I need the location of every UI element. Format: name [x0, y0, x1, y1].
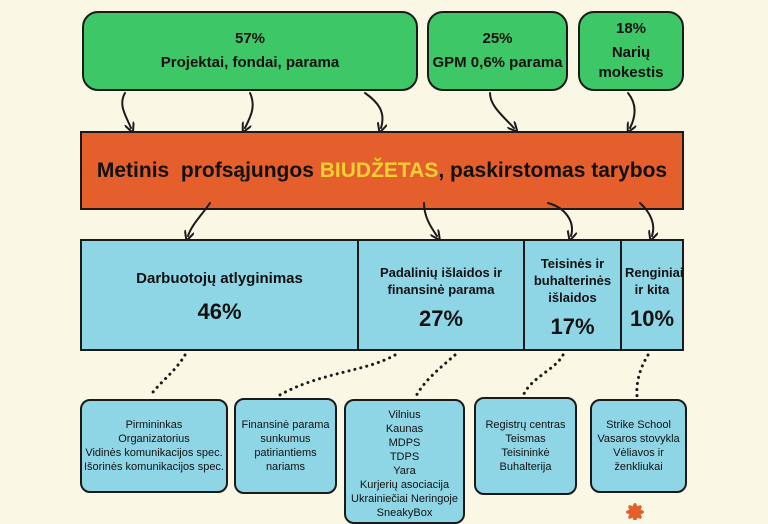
arrow-projects-3 — [365, 93, 383, 128]
allocation-label: Renginiai ir kita — [625, 264, 684, 297]
allocation-percent: 46% — [197, 299, 242, 324]
detail-line: ženkliukai — [614, 461, 663, 473]
detail-line: Vasaros stovykla — [597, 433, 680, 445]
budget-highlight: BIUDŽETAS — [319, 158, 439, 182]
dotted-connector-salaries — [150, 355, 185, 396]
arrow-to-legal — [548, 203, 572, 236]
source-percent: 18% — [615, 20, 647, 37]
detail-line: SneakyBox — [376, 507, 433, 519]
dotted-connector-support — [278, 355, 395, 396]
detail-line: patiriantiems — [254, 447, 317, 459]
detail-line: nariams — [265, 461, 306, 473]
arrow-projects-1 — [122, 93, 131, 128]
detail-line: Vilnius — [388, 409, 421, 421]
detail-line: Vėliavos ir — [613, 447, 664, 459]
detail-line: Finansinė parama — [241, 419, 330, 431]
detail-line: MDPS — [388, 437, 421, 449]
detail-line: Registrų centras — [485, 419, 566, 431]
arrow-to-events — [640, 203, 653, 236]
flower-icon — [622, 500, 648, 520]
dotted-connector-legal — [523, 355, 563, 396]
detail-line: Teismas — [505, 433, 546, 445]
allocation-label: Padalinių išlaidos ir finansinė parama — [379, 264, 503, 297]
detail-line: Pirmininkas — [125, 419, 183, 431]
source-label: GPM 0,6% parama — [432, 54, 563, 71]
arrow-to-salaries — [188, 203, 210, 236]
source-label: Narių mokestis — [598, 44, 664, 81]
detail-line: Organizatorius — [118, 433, 190, 445]
allocation-percent: 10% — [629, 305, 675, 331]
detail-line: Strike School — [606, 419, 671, 431]
source-percent: 57% — [234, 30, 266, 47]
arrow-to-branches — [424, 203, 437, 236]
arrow-gpm — [490, 93, 514, 128]
detail-line: TDPS — [389, 451, 420, 463]
detail-line: Kaunas — [385, 423, 424, 435]
arrow-membership — [628, 93, 635, 128]
allocation-label: Teisinės ir buhalterinės išlaidos — [533, 256, 612, 305]
budget-suffix: , paskirstomas tarybos — [438, 158, 668, 182]
source-label: Projektai, fondai, parama — [160, 54, 340, 71]
detail-line: Buhalterija — [499, 461, 552, 473]
allocation-label: Darbuotojų atlyginimas — [136, 270, 303, 287]
detail-line: Vidinės komunikacijos spec. — [85, 447, 223, 459]
detail-line: sunkumus — [260, 433, 311, 445]
allocation-percent: 17% — [550, 314, 595, 339]
dotted-connector-events — [637, 355, 648, 396]
detail-line: Kurjerių asociacija — [359, 479, 450, 491]
dotted-connector-branches — [416, 355, 455, 396]
arrow-projects-2 — [245, 93, 253, 128]
detail-line: Ukrainiečiai Neringoje — [351, 493, 458, 505]
source-percent: 25% — [482, 30, 513, 47]
detail-line: Teisininkė — [501, 447, 550, 459]
budget-prefix: Metinis profsąjungos — [96, 158, 320, 182]
detail-line: Išorinės komunikacijos spec. — [83, 461, 224, 473]
detail-line: Yara — [393, 465, 416, 477]
allocation-percent: 27% — [418, 305, 464, 331]
